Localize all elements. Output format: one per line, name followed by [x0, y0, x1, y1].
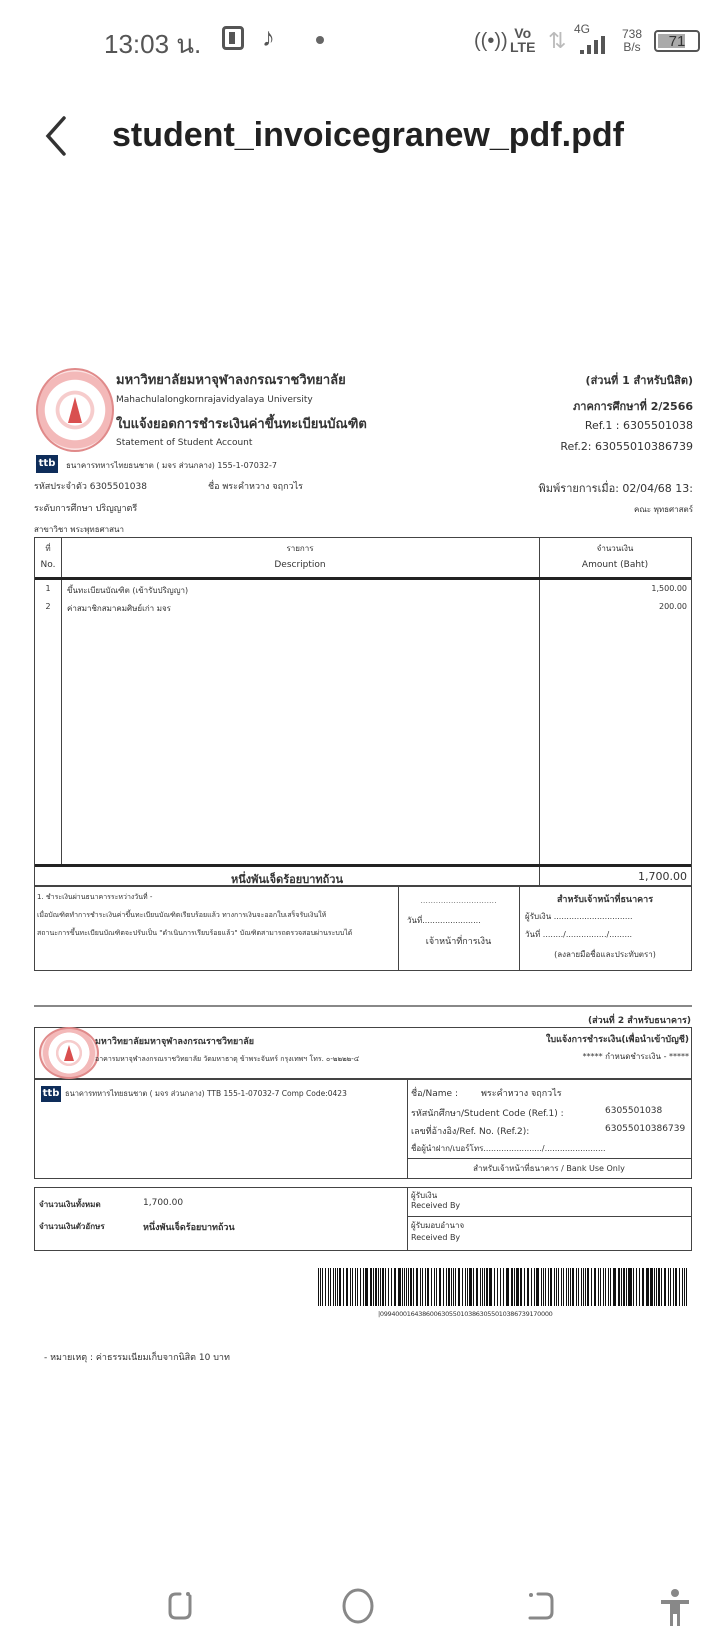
barcode-bar [661, 1268, 662, 1306]
barcode-bar [448, 1268, 450, 1306]
barcode-bar [497, 1268, 499, 1306]
barcode-bar [420, 1268, 421, 1306]
received-by-th-2: ผู้รับมอบอำนาจ [411, 1221, 465, 1230]
home-icon [340, 1588, 376, 1624]
barcode-bar [613, 1268, 616, 1306]
barcode-bar [506, 1268, 509, 1306]
name-label: ชื่อ/Name : [411, 1089, 458, 1099]
barcode-bar [427, 1268, 429, 1306]
bank-officer-date: วันที่ ......../................/......... [525, 930, 633, 939]
statement-title-en: Statement of Student Account [116, 438, 253, 448]
barcode-bar [561, 1268, 562, 1306]
faculty: คณะ พุทธศาสตร์ [634, 505, 693, 514]
speed-value: 738 [622, 27, 643, 41]
barcode-bar [335, 1268, 337, 1306]
barcode-bar [675, 1268, 677, 1306]
barcode-bar [576, 1268, 577, 1306]
ref-no-value: 63055010386739 [605, 1124, 686, 1134]
total-in-words: หนึ่งพันเจ็ดร้อยบาทถ้วน [231, 873, 343, 886]
barcode-bar [343, 1268, 344, 1306]
barcode-bar [469, 1268, 472, 1306]
recents-icon [164, 1588, 198, 1622]
barcode-bar [322, 1268, 323, 1306]
recents-button[interactable] [164, 1588, 198, 1626]
student-code-label: รหัสนักศึกษา/Student Code (Ref.1) : [411, 1109, 564, 1119]
barcode-bar [527, 1268, 529, 1306]
barcode-bar [375, 1268, 377, 1306]
received-by-en-2: Received By [411, 1233, 461, 1242]
chevron-left-icon [38, 112, 78, 160]
name-value: พระคำหวาง จฤกวไร [481, 1089, 562, 1099]
barcode-bar [679, 1268, 680, 1306]
back-nav-button[interactable] [524, 1588, 558, 1626]
pdf-page [30, 355, 695, 1365]
payment-due: ***** กำหนดชำระเงิน - ***** [582, 1052, 689, 1061]
barcode-bar [486, 1268, 489, 1306]
col-amount-en: Amount (Baht) [581, 560, 649, 570]
volte-bottom: LTE [510, 39, 536, 55]
barcode-bar [605, 1268, 606, 1306]
barcode-bar [473, 1268, 474, 1306]
barcode-bar [656, 1268, 657, 1306]
barcode-bar [346, 1268, 349, 1306]
hotspot-icon: ((•)) [474, 30, 508, 52]
barcode-bar [566, 1268, 567, 1306]
barcode-bar [639, 1268, 640, 1306]
remark: - หมายเหตุ : ค่าธรรมเนียมเก็บจากนิสิต 10 บาท [44, 1353, 230, 1363]
back-icon [524, 1588, 558, 1622]
officer-label: เจ้าหน้าที่การเงิน [425, 937, 492, 947]
amount-words-value: หนึ่งพันเจ็ดร้อยบาทถ้วน [143, 1223, 235, 1233]
barcode-bar [591, 1268, 592, 1306]
barcode-bar [431, 1268, 432, 1306]
note-line-3: สถานะการขึ้นทะเบียนบัณฑิตจะปรับเป็น "ดำเนินการเรียบร้อยแล้ว" บัณฑิตสามารถตรวจสอบผ่านระบบได้ [37, 929, 353, 937]
barcode-bar [686, 1268, 687, 1306]
part2-label: (ส่วนที่ 2 สำหรับธนาคาร) [587, 1016, 691, 1026]
barcode-bar [439, 1268, 440, 1306]
volte-icon [510, 26, 535, 54]
barcode-bar [650, 1268, 651, 1306]
row-desc: ขึ้นทะเบียนบัณฑิต (เข้ารับปริญญา) [67, 586, 189, 595]
barcode-bar [682, 1268, 683, 1306]
barcode-bar [453, 1268, 454, 1306]
barcode-bar [330, 1268, 331, 1306]
barcode-bar [408, 1268, 409, 1306]
barcode-bar [583, 1268, 585, 1306]
barcode-bar [380, 1268, 381, 1306]
ref-no-label: เลขที่อ้างอิง/Ref. No. (Ref.2): [411, 1127, 530, 1137]
col-desc-en: Description [274, 560, 326, 570]
barcode-bar [422, 1268, 423, 1306]
barcode-bar [446, 1268, 447, 1306]
barcode-bar [373, 1268, 374, 1306]
barcode-bar [467, 1268, 468, 1306]
barcode-bar [333, 1268, 334, 1306]
barcode-bar [489, 1268, 492, 1306]
row-no: 1 [45, 584, 51, 593]
barcode-bar [668, 1268, 669, 1306]
dot-icon [316, 36, 324, 44]
barcode-bar [511, 1268, 512, 1306]
col-no-en: No. [40, 560, 56, 570]
barcode-bar [404, 1268, 406, 1306]
tiktok-icon: ♪ [262, 22, 275, 52]
barcode-bar [673, 1268, 675, 1306]
barcode-bar [600, 1268, 601, 1306]
payment-notice-title: ใบแจ้งการชำระเงิน(เพื่อนำเข้าบัญชี) [546, 1035, 689, 1045]
barcode-bar [610, 1268, 611, 1306]
barcode-bar [318, 1268, 319, 1306]
barcode-bar [398, 1268, 401, 1306]
barcode-bar [524, 1268, 525, 1306]
barcode-bar [536, 1268, 539, 1306]
barcode-bar [563, 1268, 564, 1306]
ref2: Ref.2: 63055010386739 [560, 440, 693, 453]
battery-level: 71 [668, 33, 686, 50]
part2-bank-line: ธนาคารทหารไทยธนชาต ( มจร ส่วนกลาง) TTB 155-1-07032-7 Comp Code:0423 [65, 1089, 347, 1098]
barcode-bar [416, 1268, 418, 1306]
part2-amount-box [34, 1187, 692, 1251]
status-time: 13:03 น. [104, 29, 202, 59]
home-button[interactable] [340, 1588, 376, 1628]
app-bar [0, 100, 720, 180]
bank-officer-title: สำหรับเจ้าหน้าที่ธนาคาร [556, 895, 654, 905]
barcode-bar [382, 1268, 385, 1306]
barcode-bar [543, 1268, 545, 1306]
barcode-bar [455, 1268, 456, 1306]
university-seal-logo-small [39, 1027, 99, 1079]
barcode-bar [355, 1268, 356, 1306]
ttb-bank-logo: ttb [41, 1086, 61, 1102]
navigation-bar [0, 1570, 720, 1640]
barcode-bar [531, 1268, 532, 1306]
barcode-bar [514, 1268, 515, 1306]
barcode-bar [434, 1268, 435, 1306]
barcode-bar [363, 1268, 364, 1306]
pdf-app-icon [222, 26, 244, 50]
col-amount-th: จำนวนเงิน [596, 544, 634, 553]
barcode-bar [516, 1268, 519, 1306]
speed-unit: B/s [623, 40, 641, 54]
barcode-bar [482, 1268, 483, 1306]
bank-account-line: ธนาคารทหารไทยธนชาต ( มจร ส่วนกลาง) 155-1-07032-7 [66, 461, 277, 470]
barcode-bar [554, 1268, 556, 1306]
barcode-bar [406, 1268, 407, 1306]
barcode-bar [633, 1268, 634, 1306]
barcode-bar [558, 1268, 559, 1306]
barcode-bar [352, 1268, 353, 1306]
total-amount-value: 1,700.00 [143, 1198, 184, 1208]
part1-label: (ส่วนที่ 1 สำหรับนิสิต) [585, 374, 693, 387]
col-no-th: ที่ [45, 544, 51, 553]
barcode-bar [664, 1268, 666, 1306]
barcode-bar [603, 1268, 604, 1306]
back-button[interactable] [38, 112, 78, 160]
col-desc-th: รายการ [286, 544, 314, 553]
barcode-bar [350, 1268, 351, 1306]
barcode-bar [394, 1268, 397, 1306]
barcode-bar [480, 1268, 481, 1306]
part2-bank-box [34, 1079, 692, 1179]
student-id: รหัสประจำตัว 6305501038 [34, 482, 147, 492]
barcode-bar [440, 1268, 441, 1306]
barcode-bar [413, 1268, 414, 1306]
barcode-bar [357, 1268, 358, 1306]
part2-address: อาคารมหาจุฬาลงกรณราชวิทยาลัย วัดมหาธาตุ ข้าพระจันทร์ กรุงเทพฯ โทร. ๐-๒๒๒๒-๔ [95, 1055, 360, 1063]
barcode-bar [494, 1268, 495, 1306]
officer-date: วันที่....................... [407, 916, 481, 925]
barcode-bar [360, 1268, 361, 1306]
amount-words-label: จำนวนเงินตัวอักษร [39, 1222, 105, 1231]
barcode-bar [570, 1268, 571, 1306]
student-name: ชื่อ พระคำหวาง จฤกวไร [208, 482, 303, 492]
barcode-bar [629, 1268, 632, 1306]
barcode-bar [458, 1268, 460, 1306]
ref1: Ref.1 : 6305501038 [584, 419, 693, 432]
education-level: ระดับการศึกษา ปริญญาตรี [34, 504, 138, 514]
barcode-bar [670, 1268, 671, 1306]
part2-header-box [34, 1027, 692, 1079]
invoice-table [34, 537, 692, 887]
barcode-bar [436, 1268, 437, 1306]
university-name-th: มหาวิทยาลัยมหาจุฬาลงกรณราชวิทยาลัย [116, 373, 346, 388]
ttb-bank-logo: ttb [36, 455, 58, 473]
row-desc: ค่าสมาชิกสมาคมศิษย์เก่า มจร [67, 604, 171, 613]
barcode-bar [477, 1268, 478, 1306]
barcode-bar [325, 1268, 327, 1306]
barcode-bar [402, 1268, 403, 1306]
barcode-bar [520, 1268, 523, 1306]
barcode-bar [587, 1268, 589, 1306]
barcode-bar [628, 1268, 629, 1306]
total-amount: 1,700.00 [638, 870, 687, 883]
payment-notes-box [34, 885, 692, 971]
barcode-bar [556, 1268, 557, 1306]
bank-use-only: สำหรับเจ้าหน้าที่ธนาคาร / Bank Use Only [473, 1164, 625, 1173]
barcode-bar [512, 1268, 513, 1306]
status-bar [0, 0, 720, 80]
volte-top: Vo [514, 25, 532, 41]
barcode-bar [585, 1268, 586, 1306]
bank-officer-sign: (ลงลายมือชื่อและประทับตรา) [554, 950, 656, 959]
barcode-bar [646, 1268, 649, 1306]
barcode-bar [642, 1268, 645, 1306]
row-amount: 1,500.00 [651, 584, 687, 593]
data-arrows-icon: ⇅ [548, 28, 567, 53]
barcode-bar [594, 1268, 597, 1306]
barcode-bar [385, 1268, 386, 1306]
received-by-en-1: Received By [411, 1201, 461, 1210]
barcode-bar [654, 1268, 655, 1306]
network-speed [622, 28, 642, 54]
barcode-bar [484, 1268, 485, 1306]
barcode-bar [391, 1268, 392, 1306]
bank-officer-receiver: ผู้รับเงิน ............................... [525, 912, 633, 921]
barcode-bar [572, 1268, 574, 1306]
barcode [318, 1268, 688, 1306]
row-amount: 200.00 [659, 602, 687, 611]
barcode-bar [337, 1268, 338, 1306]
barcode-bar [410, 1268, 413, 1306]
barcode-bar [534, 1268, 535, 1306]
barcode-bar [651, 1268, 653, 1306]
barcode-bar [451, 1268, 452, 1306]
barcode-bar [621, 1268, 622, 1306]
university-seal-logo [36, 368, 114, 452]
barcode-bar [462, 1268, 463, 1306]
barcode-bar [623, 1268, 625, 1306]
barcode-bar [548, 1268, 549, 1306]
barcode-bar [545, 1268, 546, 1306]
part2-university-th: มหาวิทยาลัยมหาจุฬาลงกรณราชวิทยาลัย [95, 1037, 255, 1047]
barcode-bar [500, 1268, 501, 1306]
barcode-bar [370, 1268, 373, 1306]
document-title: student_invoicegranew_pdf.pdf [112, 116, 624, 154]
barcode-bar [320, 1268, 321, 1306]
network-type: 4G [574, 22, 591, 36]
barcode-bar [626, 1268, 627, 1306]
barcode-bar [378, 1268, 379, 1306]
barcode-bar [465, 1268, 467, 1306]
received-by-th-1: ผู้รับเงิน [411, 1191, 438, 1200]
barcode-bar [541, 1268, 542, 1306]
cut-line [34, 1005, 692, 1007]
barcode-bar [365, 1268, 368, 1306]
student-code-value: 6305501038 [605, 1106, 663, 1116]
accessibility-icon [658, 1588, 692, 1628]
barcode-bar [328, 1268, 329, 1306]
barcode-bar [598, 1268, 599, 1306]
barcode-bar [608, 1268, 609, 1306]
barcode-bar [388, 1268, 389, 1306]
barcode-bar [443, 1268, 444, 1306]
barcode-bar [581, 1268, 582, 1306]
barcode-bar [503, 1268, 504, 1306]
battery-icon [654, 30, 700, 52]
barcode-bar [568, 1268, 569, 1306]
barcode-bar [578, 1268, 579, 1306]
barcode-number: |099400016438600630550103863055010386739170000 [378, 1310, 553, 1318]
note-line-1: 1. ชำระเงินผ่านธนาคารระหว่างวันที่ - [37, 893, 153, 901]
barcode-bar [425, 1268, 427, 1306]
barcode-bar [550, 1268, 552, 1306]
barcode-bar [476, 1268, 477, 1306]
accessibility-button[interactable] [658, 1588, 692, 1632]
row-no: 2 [45, 602, 51, 611]
officer-signature-line: .............................. [420, 896, 497, 905]
university-name-en: Mahachulalongkornrajavidyalaya University [116, 395, 313, 405]
statement-title-th: ใบแจ้งยอดการชำระเงินค่าขึ้นทะเบียนบัณฑิต [116, 417, 367, 432]
barcode-bar [684, 1268, 685, 1306]
depositor-line: ชื่อผู้นำฝาก/เบอร์โทร......................./........................ [411, 1144, 606, 1153]
printed-at: พิมพ์รายการเมื่อ: 02/04/68 13: [538, 482, 693, 495]
barcode-bar [636, 1268, 637, 1306]
signal-icon [580, 36, 608, 54]
total-amount-label: จำนวนเงินทั้งหมด [39, 1200, 101, 1209]
major: สาขาวิชา พระพุทธศาสนา [34, 525, 125, 534]
barcode-bar [618, 1268, 621, 1306]
note-line-2: เมื่อบัณฑิตทำการชำระเงินค่าขึ้นทะเบียนบัณฑิตเรียบร้อยแล้ว ทางการเงินจะออกใบเสร็จรับเงินให้ [37, 911, 327, 919]
barcode-bar [658, 1268, 661, 1306]
semester: ภาคการศึกษาที่ 2/2566 [573, 400, 693, 413]
barcode-bar [339, 1268, 341, 1306]
